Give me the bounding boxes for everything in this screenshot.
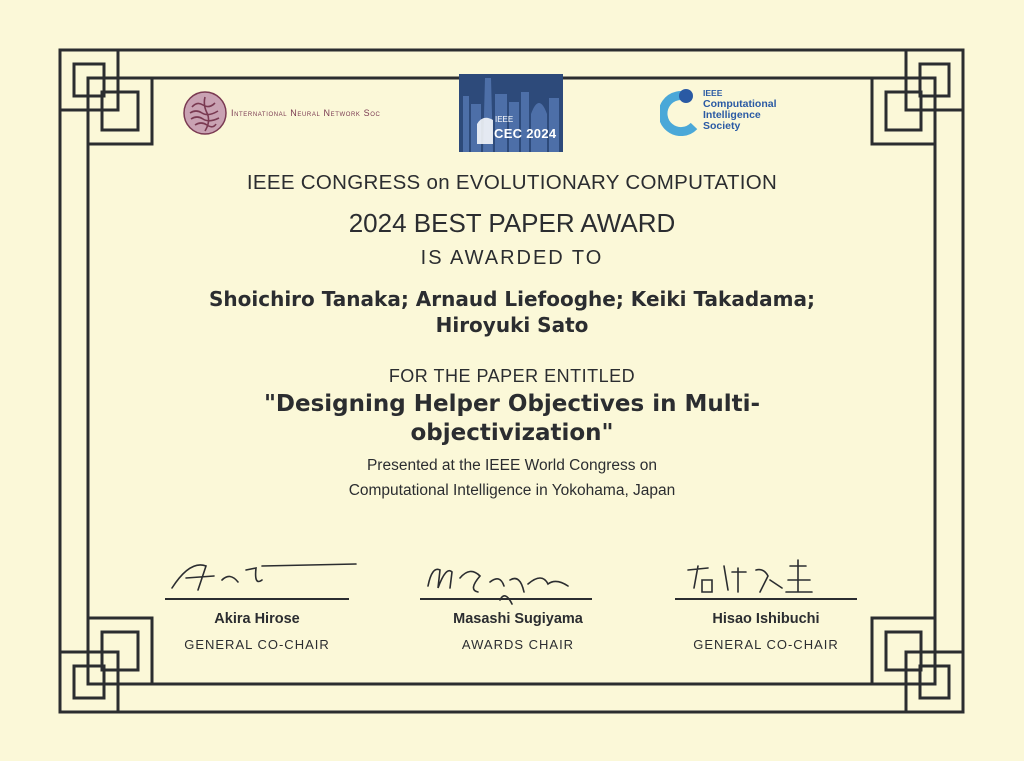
cec-name: CEC 2024 — [494, 126, 557, 141]
signatory-role-3: GENERAL CO-CHAIR — [693, 637, 839, 652]
signature-line-2 — [420, 598, 592, 600]
paper-title: "Designing Helper Objectives in Multi-objectivization" — [263, 391, 761, 446]
cec-ieee-label: IEEE — [495, 115, 514, 124]
signatory-role-1: GENERAL CO-CHAIR — [184, 637, 330, 652]
paper-label: FOR THE PAPER ENTITLED — [388, 366, 636, 386]
awarded-to-label: IS AWARDED TO — [420, 247, 604, 269]
award-title: 2024 BEST PAPER AWARD — [348, 208, 676, 238]
signatory-name-1: Akira Hirose — [214, 611, 300, 627]
congress-name: IEEE CONGRESS on EVOLUTIONARY COMPUTATION — [246, 171, 778, 194]
presented-line-2: Computational Intelligence in Yokohama, Japan — [348, 482, 676, 499]
cis-name: IEEE Computational Intelligence Society — [703, 88, 777, 132]
author-names: Shoichiro Tanaka; Arnaud Liefooghe; Keiki Takadama; Hiroyuki Sato — [208, 287, 815, 337]
signatory-role-2: AWARDS CHAIR — [461, 637, 575, 652]
signature-line-3 — [675, 598, 857, 600]
inns-name: International Neural Network Soc — [231, 108, 381, 118]
signature-ishibuchi — [688, 560, 812, 592]
signature-hirose — [172, 564, 356, 590]
signatory-name-3: Hisao Ishibuchi — [712, 611, 820, 627]
presented-line-1: Presented at the IEEE World Congress on — [366, 457, 658, 474]
signature-line-1 — [165, 598, 349, 600]
signatory-name-2: Masashi Sugiyama — [453, 611, 583, 627]
